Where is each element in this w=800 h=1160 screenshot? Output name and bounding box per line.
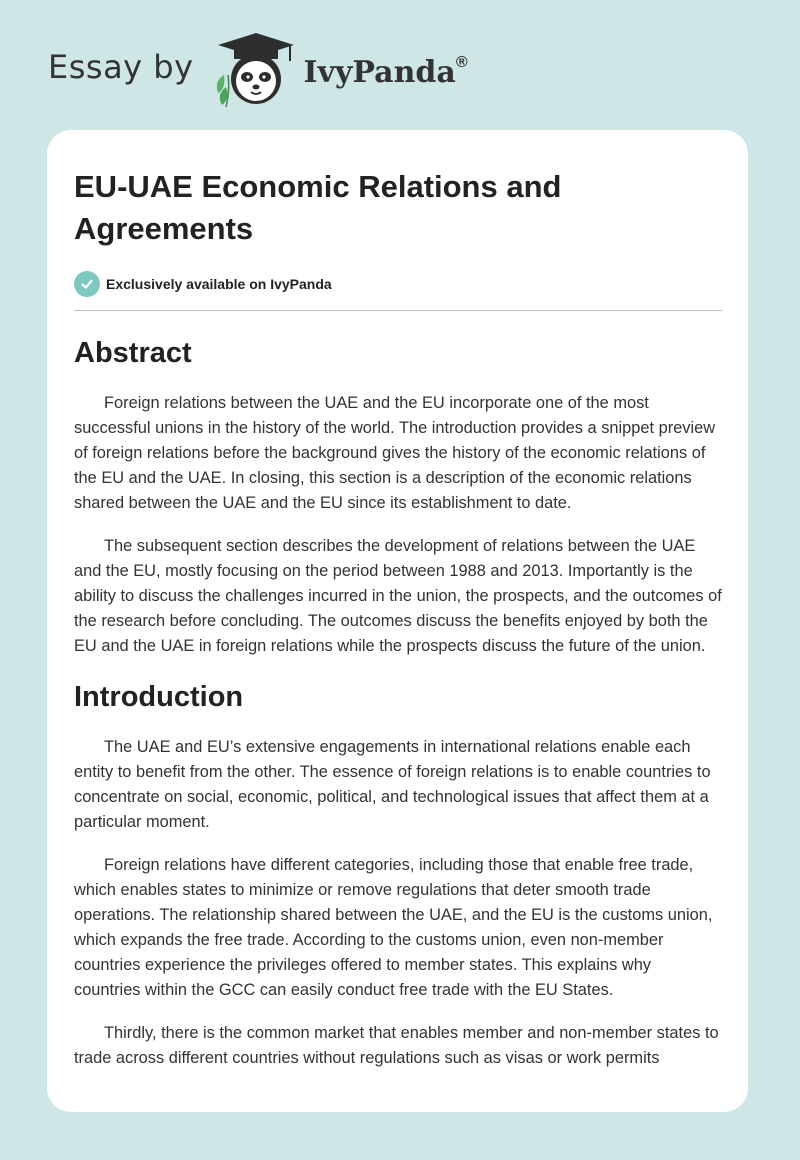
introduction-paragraph: Foreign relations have different categories, including those that enable free trade, which enables states to minimize or remove regulations that deter smooth trade operations. The relationship shared between the UAE, and the EU is the customs union, which expands the free trade. According to the customs union, even non-member countries experience the privileges offered to member states. This explains why countries within the GCC can easily conduct free trade with the EU States. [74, 856, 713, 999]
brand-name: IvyPanda [303, 54, 456, 90]
section-heading-introduction: Introduction [74, 681, 244, 713]
abstract-paragraph: The subsequent section describes the development of relations between the UAE and the EU, mostly focusing on the period between 1988 and 2013. Importantly is the ability to discuss the challenges incurred in the union, the prospects, and the outcomes of the research before concluding. The outcomes discuss the benefits enjoyed by both the EU and the UAE in foreign relations while the prospects discuss the future of the union. [74, 537, 722, 655]
exclusive-badge-text: Exclusively available on IvyPanda [106, 276, 332, 292]
essay-by-label: Essay by [48, 48, 194, 86]
introduction-paragraph: Thirdly, there is the common market that enables member and non-member states to trade across different countries without regulations such as visas or work permits [74, 1024, 719, 1067]
essay-title: EU-UAE Economic Relations and Agreements [74, 169, 562, 246]
registered-mark: ® [455, 54, 468, 71]
abstract-paragraph: Foreign relations between the UAE and the EU incorporate one of the most successful unions in the history of the world. The introduction provides a snippet preview of foreign relations before the background gives the history of the economic relations of the EU and the UAE. In closing, this section is a description of the economic relations shared between the UAE and the EU since its establishment to date. [74, 394, 716, 512]
ivypanda-logo[interactable] [204, 31, 468, 109]
introduction-paragraph: The UAE and EU’s extensive engagements in international relations enable each entity to benefit from the other. The essence of foreign relations is to enable countries to concentrate on social, economic, political, and technological issues that affect them at a particular moment. [74, 738, 711, 831]
section-heading-abstract: Abstract [74, 337, 192, 369]
panda-logo-icon [204, 31, 300, 109]
title-divider [74, 310, 722, 311]
essay-card [47, 130, 748, 1112]
site-header [48, 30, 468, 110]
exclusive-badge [74, 270, 722, 298]
checkmark-icon [74, 271, 100, 297]
